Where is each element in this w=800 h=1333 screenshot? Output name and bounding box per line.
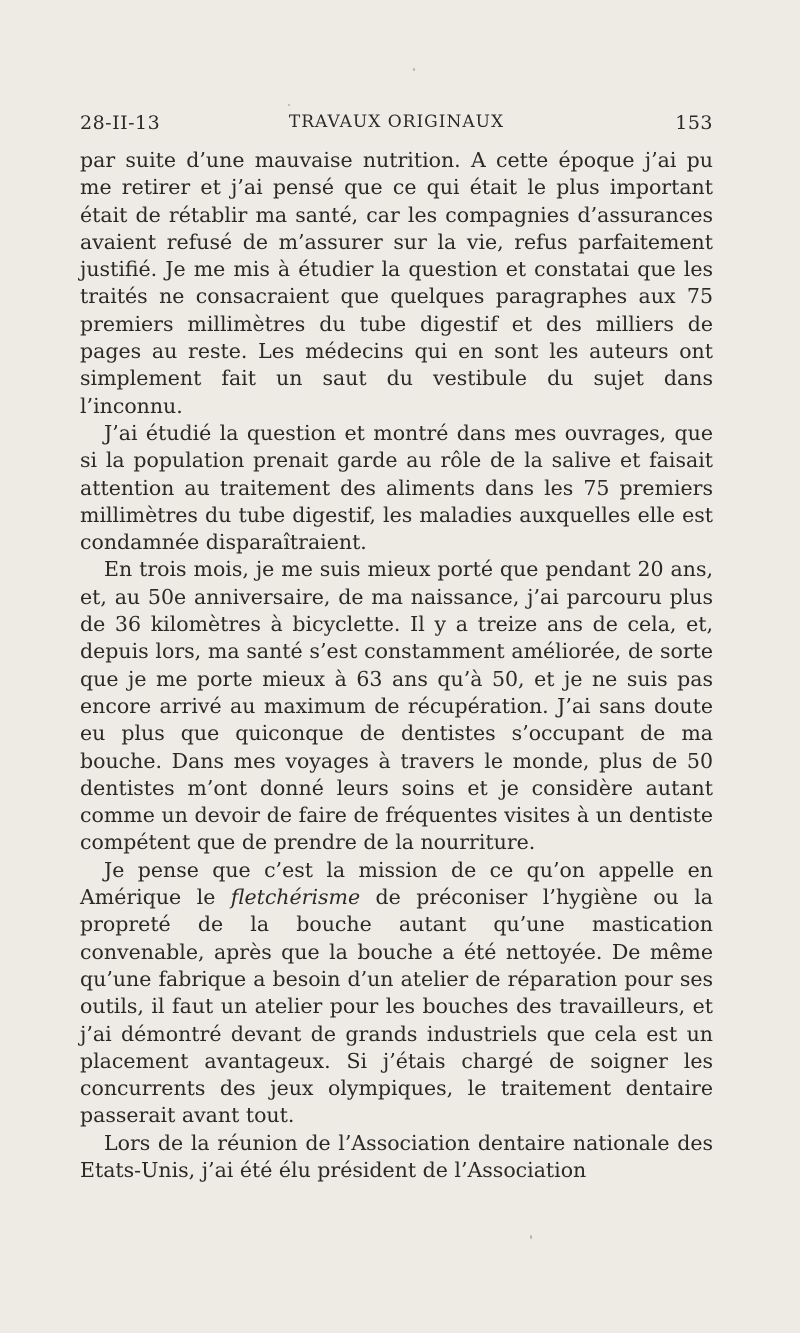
- paragraph-4: [80, 857, 713, 1130]
- paragraph-5: Lors de la réunion de l’Association dentaire nationale des Etats-Unis, j’ai été élu président de l’Association: [80, 1130, 713, 1182]
- section-title: TRAVAUX ORIGINAUX: [288, 112, 505, 132]
- paragraph-1: par suite d’une mauvaise nutrition. A cette époque j’ai pu me retirer et j’ai pensé que ce qui était le plus important était de rétablir ma santé, car les compagnies d’assurances avaient refusé de m’assurer sur la vie, refus parfaitement justifié. Je me mis à étudier la question et constatai que les traités ne consacraient que quelques paragraphes aux 75 premiers millimètres du tube digestif et des milliers de pages au reste. Les médecins qui en sont les auteurs ont simplement fait un saut du vestibule du sujet dans l’inconnu.: [80, 148, 713, 418]
- body-text: [80, 147, 713, 1184]
- paragraph-4-start: Je pense que c’est la mission de ce qu’on appelle en Amérique le: [80, 857, 713, 910]
- paper-speck: [413, 68, 415, 71]
- italic-term: fletchérisme: [230, 885, 361, 910]
- paragraph-3: En trois mois, je me suis mieux porté que pendant 20 ans, et, au 50e anniversaire, de ma naissance, j’ai parcouru plus de 36 kilomètres à bicyclette. Il y a treize ans de cela, et, depuis lors, ma santé s’est constamment améliorée, de sorte que je me porte mieux à 63 ans qu’à 50, et je ne suis pas encore arrivé au maximum de récupération. J’ai sans doute eu plus que quiconque de dentistes s’occupant de ma bouche. Dans mes voyages à travers le monde, plus de 50 dentistes m’ont donné leurs soins et je considère autant comme un devoir de faire de fréquentes visites à un dentiste compétent que de prendre de la nourriture.: [80, 557, 713, 855]
- page-number: 153: [675, 112, 713, 134]
- running-header: [80, 112, 713, 142]
- paper-speck: [288, 104, 290, 106]
- paragraph-2: J’ai étudié la question et montré dans mes ouvrages, que si la population prenait garde au rôle de la salive et faisait attention au traitement des aliments dans les 75 premiers millimètres du tube digestif, les maladies auxquelles elle est condamnée disparaîtraient.: [80, 420, 713, 555]
- paragraph-4-end: de préconiser l’hygiène ou la propreté de la bouche autant qu’une mastication convenable, après que la bouche a été nettoyée. De même qu’une fabrique a besoin d’un atelier de réparation pour ses outils, il faut un atelier pour les bouches des travailleurs, et j’ai démontré devant de grands industriels que cela est un placement avantageux. Si j’étais chargé de soigner les concurrents des jeux olympiques, le traitement dentaire passerait avant tout.: [80, 885, 713, 1128]
- issue-date: 28-II-13: [80, 112, 161, 134]
- paper-speck: [530, 1235, 532, 1239]
